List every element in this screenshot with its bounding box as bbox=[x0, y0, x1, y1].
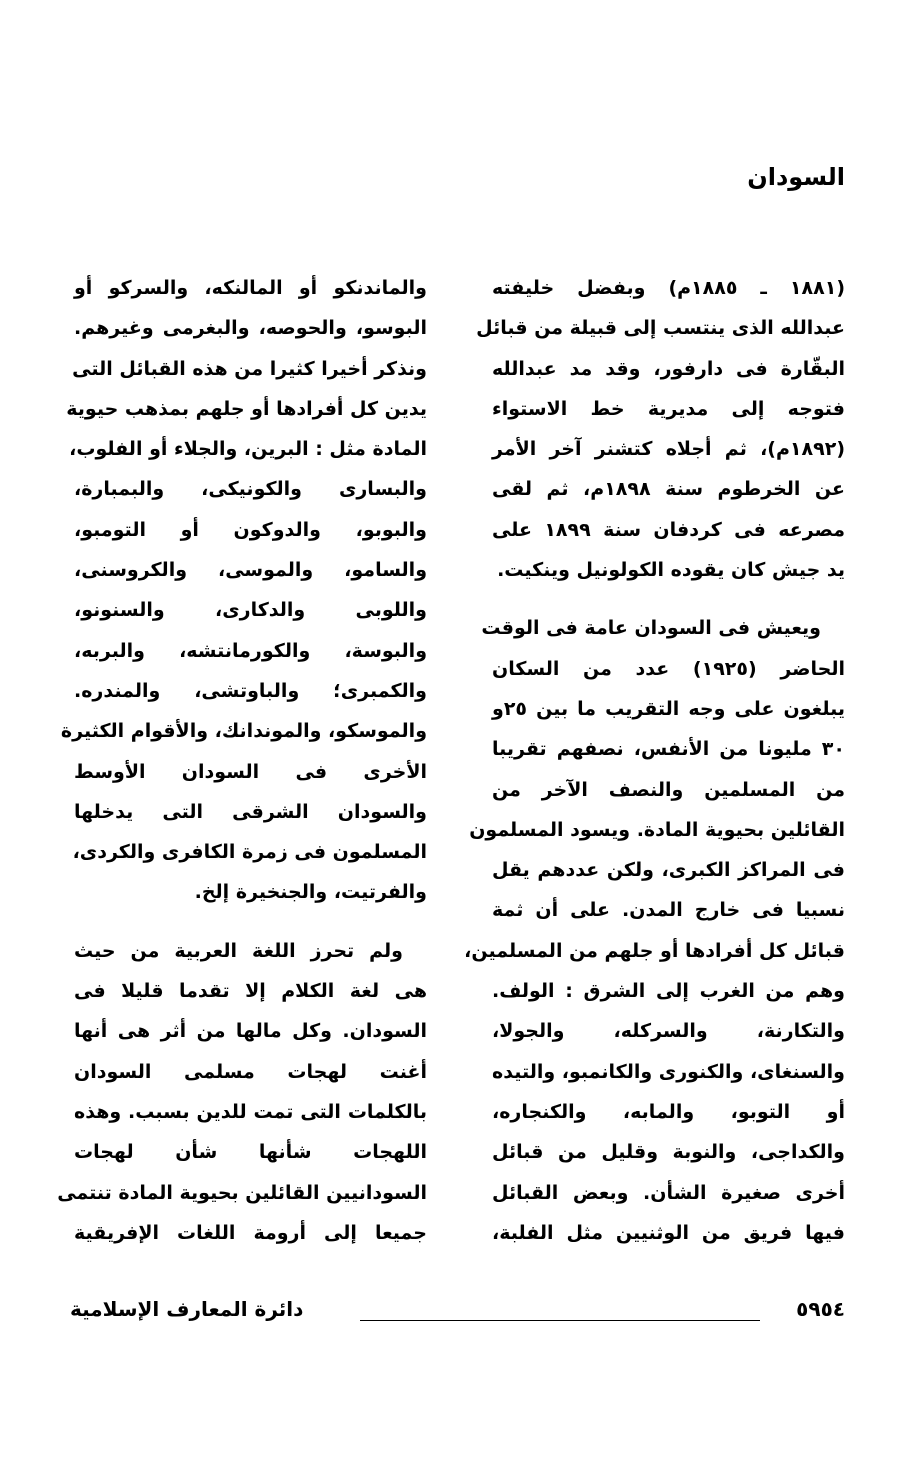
text-line: الحاضر (١٩٢٥) عدد من السكان bbox=[492, 657, 845, 680]
text-line: والسامو، والموسى، والكروسنى، bbox=[74, 559, 427, 582]
text-line: أخرى صغيرة الشأن. وبعض القبائل bbox=[492, 1181, 845, 1204]
text-line: الأخرى فى السودان الأوسط bbox=[74, 760, 427, 783]
text-line: والبسارى والكونيكى، والبمبارة، bbox=[74, 478, 427, 501]
text-line: واللوبى والدكارى، والسنونو، bbox=[74, 599, 427, 622]
page-number: ٥٩٥٤ bbox=[796, 1297, 845, 1321]
text-line: عبدالله الذى ينتسب إلى قبيلة من قبائل bbox=[476, 317, 845, 340]
text-line: ٣٠ مليونا من الأنفس، نصفهم تقريبا bbox=[492, 738, 845, 761]
publication-title: دائرة المعارف الإسلامية bbox=[70, 1297, 304, 1321]
text-line: يبلغون على وجه التقريب ما بين ٢٥و bbox=[492, 697, 845, 720]
text-line: فتوجه إلى مديرية خط الاستواء bbox=[492, 397, 845, 420]
text-line: نسبيا فى خارج المدن. على أن ثمة bbox=[492, 899, 845, 922]
text-line: والبوسة، والكورمانتشه، والبربه، bbox=[74, 639, 427, 662]
text-line: من المسلمين والنصف الآخر من bbox=[492, 778, 845, 801]
text-line: والبوبو، والدوكون أو التومبو، bbox=[74, 518, 427, 541]
text-line: السودانيين القائلين بحيوية المادة تنتمى bbox=[57, 1181, 427, 1204]
text-line: (١٨٨١ ـ ١٨٨٥م) وبفضل خليفته bbox=[492, 277, 845, 299]
text-line: يدين كل أفرادها أو جلهم بمذهب حيوية bbox=[66, 397, 427, 420]
page-footer bbox=[70, 1294, 845, 1324]
text-line: هى لغة الكلام إلا تقدما قليلا فى bbox=[74, 980, 427, 1003]
text-line: ولم تحرز اللغة العربية من حيث bbox=[74, 939, 403, 962]
text-line: القائلين بحيوية المادة. ويسود المسلمون bbox=[469, 818, 845, 841]
text-line: والكمبرى؛ والباوتشى، والمندره. bbox=[74, 679, 427, 702]
text-line: أغنت لهجات مسلمى السودان bbox=[74, 1060, 427, 1083]
text-line: والسودان الشرقى التى يدخلها bbox=[74, 800, 427, 823]
text-line: السودان. وكل مالها من أثر هى أنها bbox=[74, 1020, 427, 1043]
text-line: والموسكو، والموندانك، والأقوام الكثيرة bbox=[60, 720, 427, 743]
text-line: المادة مثل : البرين، والجلاء أو الفلوب، bbox=[69, 438, 427, 461]
text-line: والسنغاى، والكنورى والكانمبو، والتيده bbox=[492, 1060, 845, 1083]
left-column bbox=[57, 268, 427, 1253]
text-line: والتكارنة، والسركله، والجولا، bbox=[492, 1020, 845, 1043]
text-line: ونذكر أخيرا كثيرا من هذه القبائل التى bbox=[72, 357, 427, 380]
text-line: جميعا إلى أرومة اللغات الإفريقية bbox=[74, 1221, 427, 1244]
text-line: يد جيش كان يقوده الكولونيل وينكيت. bbox=[497, 559, 845, 582]
text-line: اللهجات شأنها شأن لهجات bbox=[74, 1141, 427, 1164]
text-line: أو التوبو، والمابه، والكنجاره، bbox=[492, 1100, 845, 1123]
text-line: بالكلمات التى تمت للدين بسبب. وهذه bbox=[74, 1100, 427, 1123]
right-column bbox=[464, 268, 845, 1253]
text-line: قبائل كل أفرادها أو جلهم من المسلمين، bbox=[464, 939, 845, 962]
right-column-paragraph-2 bbox=[464, 608, 845, 1253]
text-line: البوسو، والحوصه، والبغرمى وغيرهم. bbox=[74, 317, 427, 340]
text-line: والفرتيت، والجنخيرة إلخ. bbox=[194, 881, 427, 904]
text-line: ويعيش فى السودان عامة فى الوقت bbox=[481, 617, 821, 640]
text-line: (١٨٩٢م)، ثم أجلاه كتشنر آخر الأمر bbox=[492, 438, 845, 461]
text-line: البقّارة فى دارفور، وقد مد عبدالله bbox=[492, 357, 845, 380]
text-line: عن الخرطوم سنة ١٨٩٨م، ثم لقى bbox=[492, 478, 845, 501]
running-header-title: السودان bbox=[747, 163, 845, 191]
left-column-paragraph-1 bbox=[60, 268, 427, 913]
right-column-paragraph-1 bbox=[476, 268, 845, 590]
text-line: والماندنكو أو المالنكه، والسركو أو bbox=[74, 277, 427, 299]
text-line: وهم من الغرب إلى الشرق : الولف. bbox=[492, 980, 845, 1003]
text-line: فيها فريق من الوثنيين مثل الفلبة، bbox=[492, 1221, 845, 1244]
text-line: فى المراكز الكبرى، ولكن عددهم يقل bbox=[492, 859, 845, 882]
text-line: مصرعه فى كردفان سنة ١٨٩٩ على bbox=[492, 518, 845, 541]
footer-rule bbox=[360, 1320, 760, 1321]
text-line: والكداجى، والنوبة وقليل من قبائل bbox=[492, 1141, 845, 1164]
text-line: المسلمون فى زمرة الكافرى والكردى، bbox=[72, 841, 427, 864]
left-column-paragraph-2 bbox=[57, 931, 427, 1253]
